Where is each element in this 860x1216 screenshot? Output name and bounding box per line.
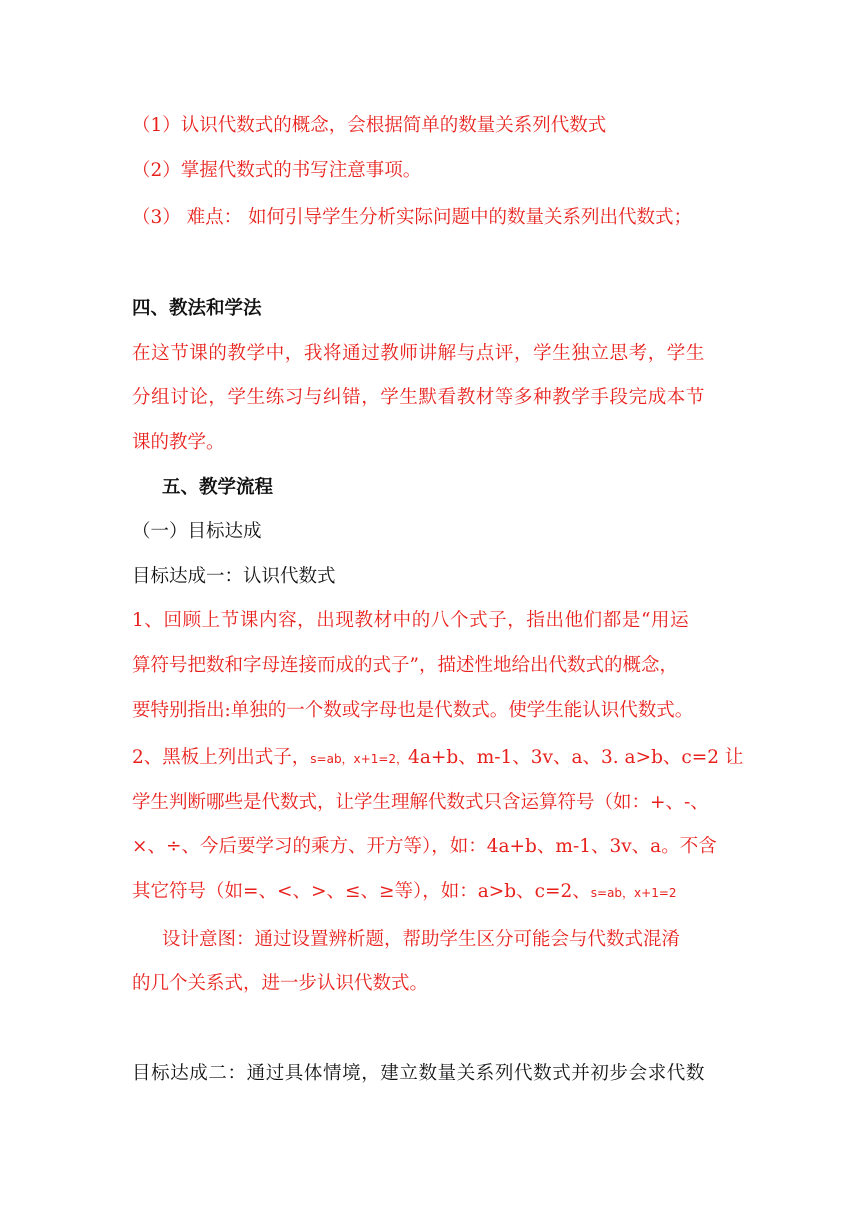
item-2-line-1 <box>132 746 743 771</box>
section-4-paragraph-line-3: 课的教学。 <box>132 432 225 453</box>
item-2-line-3: ×、÷、今后要学习的乘方、开方等），如：4a+b、m-1、3v、a。不含 <box>132 836 717 857</box>
item-2-equations: s=ab，x+1=2， <box>310 752 409 766</box>
objective-2: （2）掌握代数式的书写注意事项。 <box>132 160 422 181</box>
section-4-paragraph-line-2: 分组讨论，学生练习与纠错，学生默看教材等多种教学手段完成本节 <box>132 387 706 408</box>
item-2-intro: 2、黑板上列出式子， <box>132 747 311 768</box>
goal-1-heading: 目标达成一：认识代数式 <box>132 566 336 587</box>
item-2-other-symbols: 其它符号（如=、<、>、≤、≥等），如：a>b、c=2、 <box>132 881 591 902</box>
design-intent-line-2: 的几个关系式，进一步认识代数式。 <box>132 973 429 994</box>
item-2-expressions: 4a+b、m-1、3v、a、3. a>b、c=2 让 <box>408 747 744 768</box>
item-1-line-1: 1、回顾上节课内容，出现教材中的八个式子，指出他们都是“用运 <box>132 610 690 631</box>
item-1-line-2: 算符号把数和字母连接而成的式子”，描述性地给出代数式的概念， <box>132 655 678 676</box>
section-4-heading: 四、教法和学法 <box>132 298 262 319</box>
design-intent-line-1: 设计意图：通过设置辨析题，帮助学生区分可能会与代数式混淆 <box>162 929 681 950</box>
item-2-equations-example: s=ab，x+1=2 <box>590 886 677 900</box>
goal-2-heading: 目标达成二：通过具体情境，建立数量关系列代数式并初步会求代数 <box>132 1063 706 1084</box>
section-4-paragraph-line-1: 在这节课的教学中，我将通过教师讲解与点评，学生独立思考，学生 <box>132 343 706 364</box>
objective-3-difficulty: （3） 难点： 如何引导学生分析实际问题中的数量关系列出代数式； <box>132 207 693 228</box>
objective-1: （1）认识代数式的概念，会根据简单的数量关系列代数式 <box>132 115 607 136</box>
item-1-line-3: 要特别指出:单独的一个数或字母也是代数式。使学生能认识代数式。 <box>132 700 694 721</box>
item-2-line-4 <box>132 880 677 905</box>
item-2-line-2: 学生判断哪些是代数式，让学生理解代数式只含运算符号（如：+、-、 <box>132 792 709 813</box>
subsection-goal-achievement: （一）目标达成 <box>132 521 262 542</box>
section-5-heading: 五、教学流程 <box>162 477 274 498</box>
